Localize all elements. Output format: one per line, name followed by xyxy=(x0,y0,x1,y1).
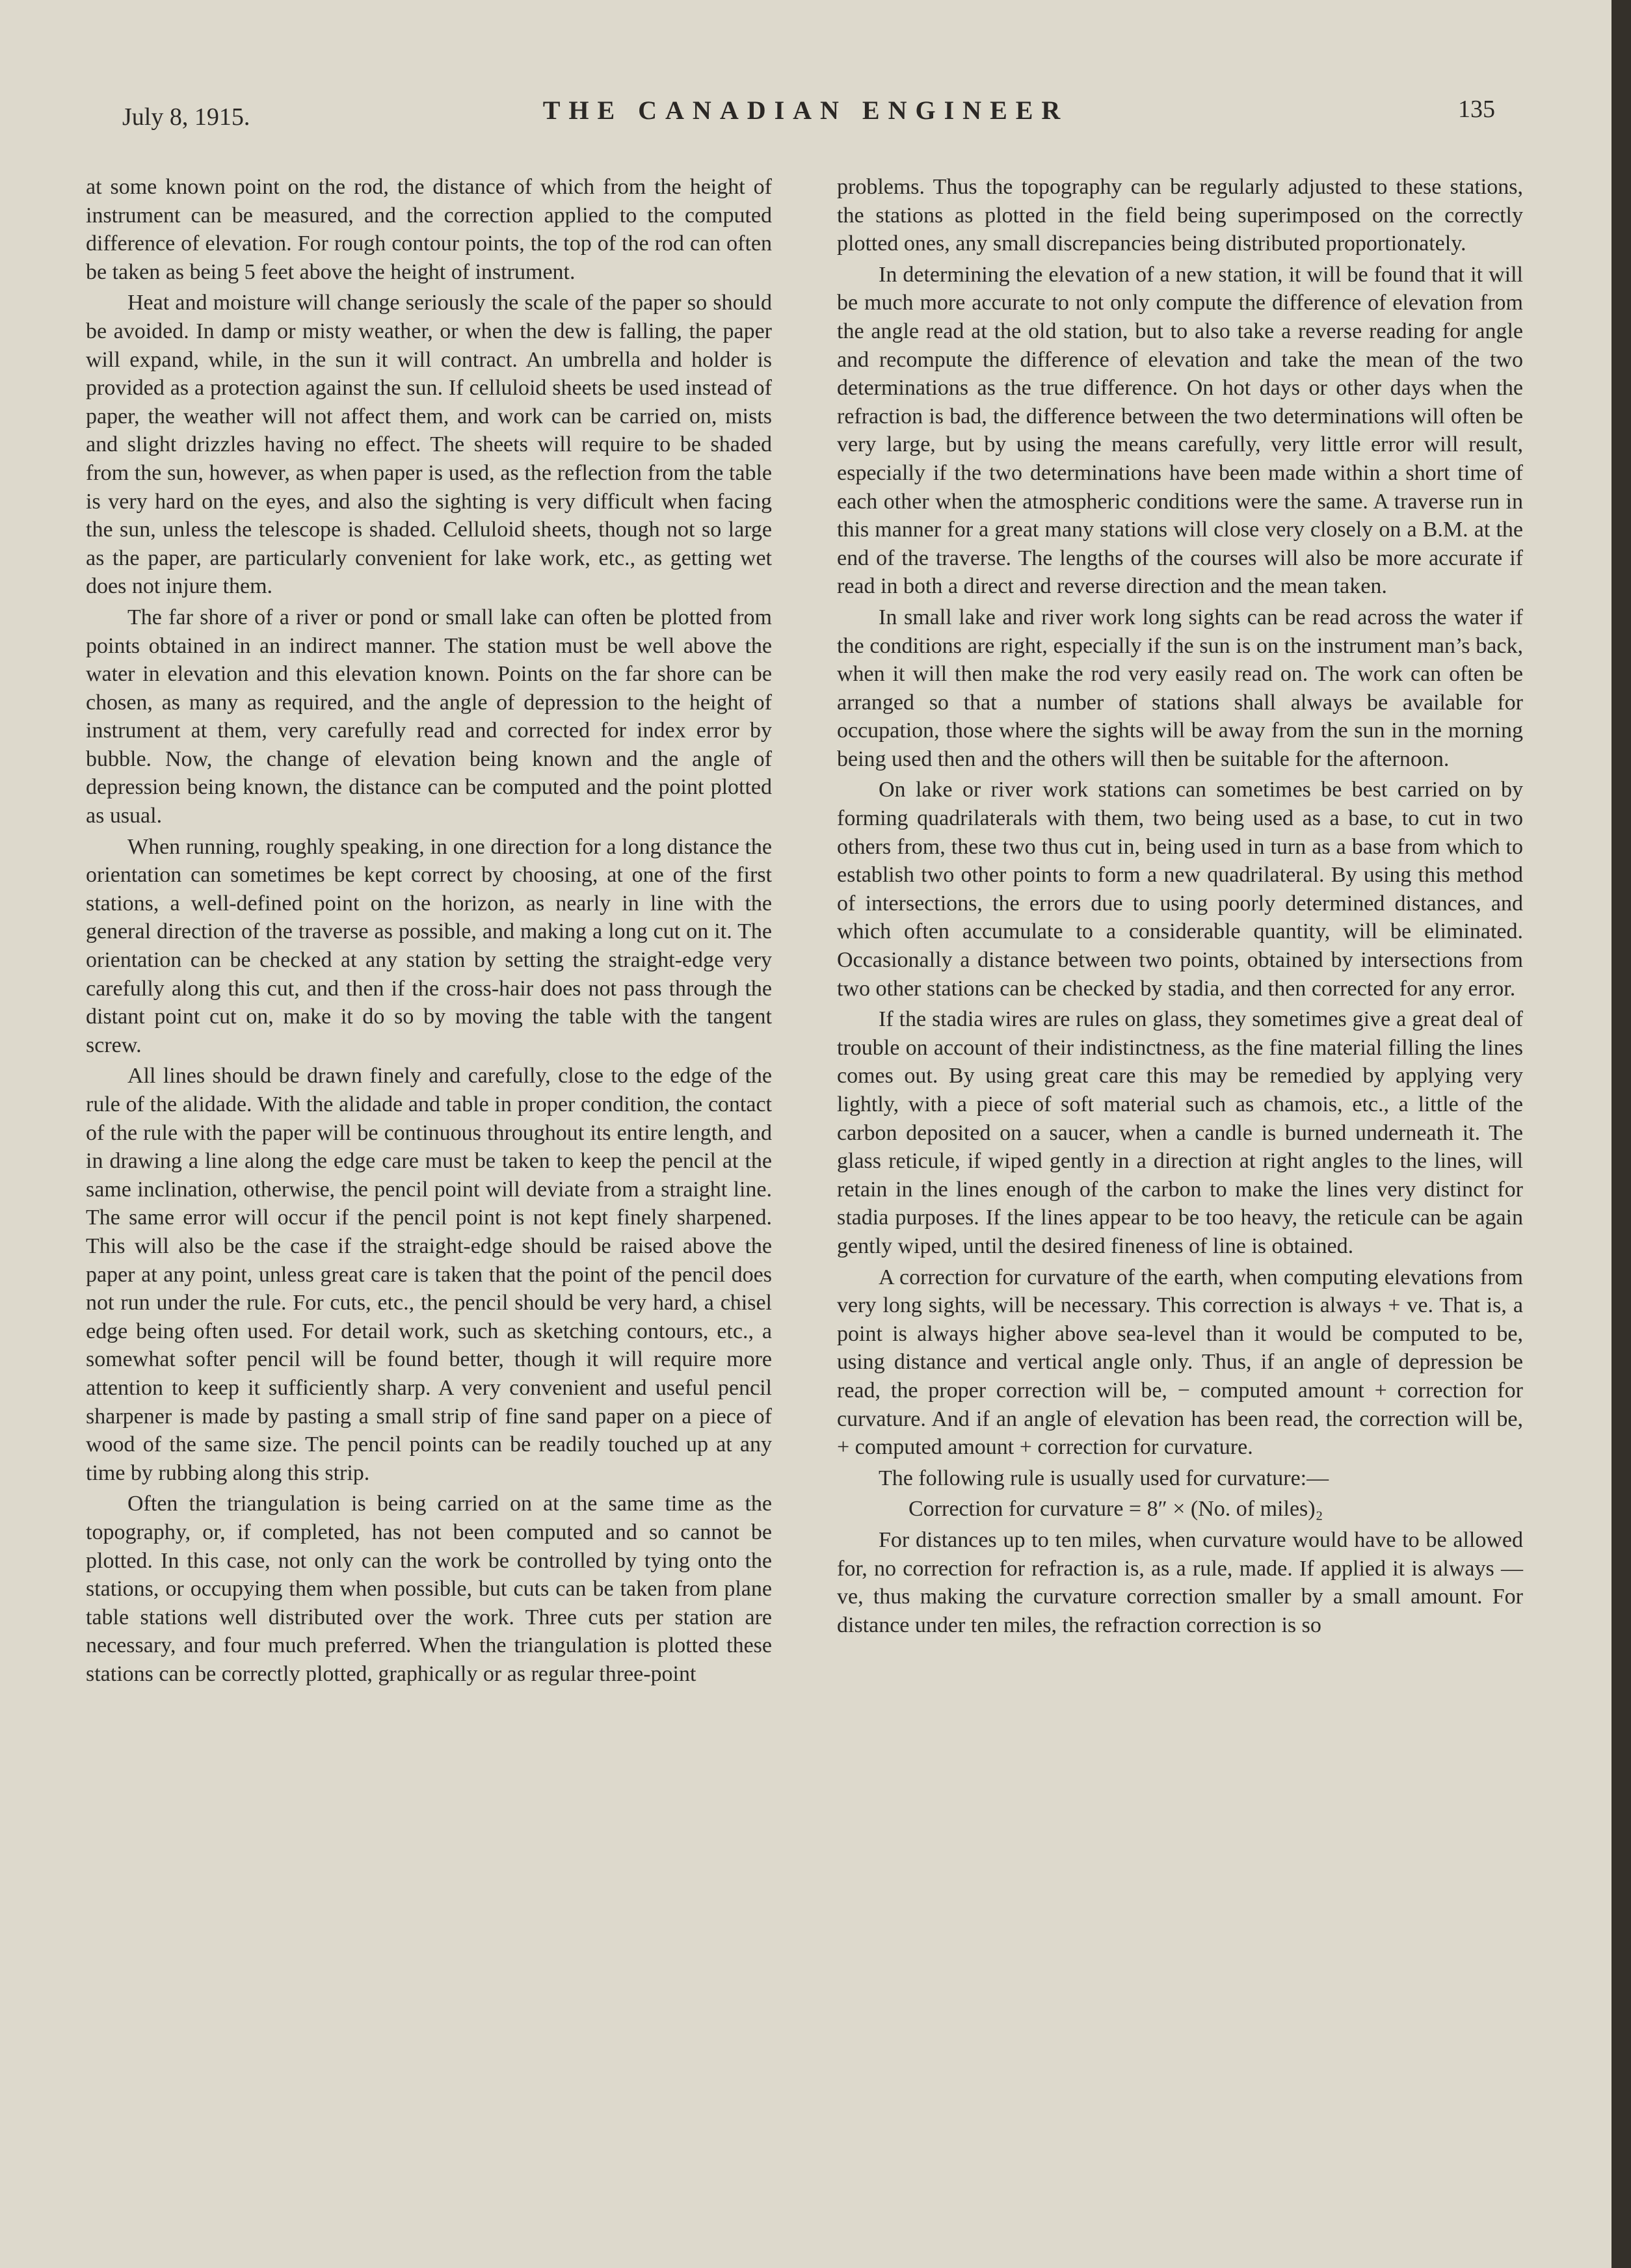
paragraph: A correction for curvature of the earth, when computing elevations from very long sights, will be necessary. This correction is always + ve. That is, a point is always higher above sea-level than it would be computed to be, using distance and vertical angle only. Thus, if an angle of depression be read, the proper correction will be, − computed amount + correction for curvature. And if an angle of elevation has been read, the correction will be, + computed amount + correction for curvature. xyxy=(837,1265,1523,1460)
paragraph: In determining the elevation of a new station, it will be found that it will be much more accurate to not only compute the difference of elevation from the angle read at the old station, but to also take a reverse reading for angle and recompute the difference of elevation and take the mean of the two determinations as the true difference. On hot days or other days when the refraction is bad, the difference between the two determinations will often be very large, but by using the means carefully, very little error will result, especially if the two determinations have been made within a short time of each other when the atmospheric conditions were the same. A traverse run in this manner for a great many stations will close very closely on a B.M. at the end of the traverse. The lengths of the courses will also be more accurate if read in both a direct and reverse direction and the mean taken. xyxy=(837,262,1523,599)
paragraph: The far shore of a river or pond or small lake can often be plotted from points obtained in an indirect manner. The station must be well above the water in elevation and this elevation known. Points on the far shore can be chosen, as many as required, and the angle of depression to the height of instrument at them, very carefully read and corrected for index error by bubble. Now, the change of elevation being known and the angle of depression being known, the distance can be computed and the point plotted as usual. xyxy=(86,605,772,828)
paragraph: All lines should be drawn finely and carefully, close to the edge of the rule of the alidade. With the alidade and table in proper condition, the contact of the rule with the paper will be continuous throughout its entire length, and in drawing a line along the edge care must be taken to keep the pencil at the same inclination, otherwise, the pencil point will deviate from a straight line. The same error will occur if the pencil point is not kept finely sharpened. This will also be the case if the straight-edge should be raised above the paper at any point, unless great care is taken that the point of the pencil does not run under the rule. For cuts, etc., the pencil should be very hard, a chisel edge being often used. For detail work, such as sketching contours, etc., a somewhat softer pencil will be found better, though it will require more attention to keep it sufficiently sharp. A very convenient and useful pencil sharpener is made by pasting a small strip of fine sand paper on a piece of wood of the same size. The pencil points can be readily touched up at any time by rubbing along this strip. xyxy=(86,1064,772,1485)
journal-title: THE CANADIAN ENGINEER xyxy=(542,96,1069,125)
page-header xyxy=(0,91,1611,130)
paragraph: If the stadia wires are rules on glass, they sometimes give a great deal of trouble on account of their indistinctness, as the fine material filling the lines comes out. By using great care this may be remedied by applying very lightly, with a piece of soft material such as chamois, etc., a little of the carbon deposited on a saucer, when a candle is burned underneath it. The glass reticule, if wiped gently in a direction at right angles to the lines, will retain in the lines enough of the carbon to make the lines very distinct for stadia purposes. If the lines appear to be too heavy, the reticule can be again gently wiped, until the desired fineness of line is obtained. xyxy=(837,1007,1523,1258)
paragraph: For distances up to ten miles, when curvature would have to be allowed for, no correction for refraction is, as a rule, made. If applied it is always — ve, thus making the curvature correction smaller by a small amount. For distance under ten miles, the refraction correction is so xyxy=(837,1527,1523,1637)
page-number: 135 xyxy=(1458,96,1495,123)
left-column xyxy=(86,173,772,1691)
paragraph: problems. Thus the topography can be regularly adjusted to these stations, the stations as plotted in the field being superimposed on the correctly plotted ones, any small discrepancies being distributed proportionately. xyxy=(837,175,1523,256)
paragraph: On lake or river work stations can sometimes be best carried on by forming quadrilaterals with them, two being used as a base, to cut in two others from, these two thus cut in, being used in turn as a base from which to establish two other points to form a new quadrilateral. By using this method of intersections, the errors due to using poorly determined distances, and which often accumulate to a considerable quantity, will be eliminated. Occasionally a distance between two points, obtained by intersections from two other stations can be checked by stadia, and then corrected for any error. xyxy=(837,778,1523,1001)
curvature-formula: Correction for curvature = 8″ × (No. of miles)₂ xyxy=(908,1497,1323,1522)
page-edge xyxy=(1611,0,1631,2268)
paragraph: The following rule is usually used for curvature:— xyxy=(879,1466,1329,1490)
paragraph: Heat and moisture will change seriously the scale of the paper so should be avoided. In damp or misty weather, or when the dew is falling, the paper will expand, while, in the sun it will contract. An umbrella and holder is provided as a protection against the sun. If celluloid sheets be used instead of paper, the weather will not affect them, and work can be carried on, mists and slight drizzles having no effect. The sheets will require to be shaded from the sun, however, as when paper is used, as the reflection from the table is very hard on the eyes, and also the sighting is very difficult when facing the sun, unless the telescope is shaded. Celluloid sheets, though not so large as the paper, are particularly convenient for lake work, etc., as getting wet does not injure them. xyxy=(86,291,772,599)
issue-date: July 8, 1915. xyxy=(122,103,250,131)
paragraph: at some known point on the rod, the distance of which from the height of instrument can be measured, and the correction applied to the computed difference of elevation. For rough contour points, the top of the rod can often be taken as being 5 feet above the height of instrument. xyxy=(86,175,772,284)
paragraph: When running, roughly speaking, in one direction for a long distance the orientation can sometimes be kept correct by choosing, at one of the first stations, a well-defined point on the horizon, as nearly in line with the general direction of the traverse as possible, and making a long cut on it. The orientation can be checked at any station by setting the straight-edge very carefully along this cut, and then if the cross-hair does not pass through the distant point cut on, make it do so by moving the table with the tangent screw. xyxy=(86,834,772,1057)
paragraph: Often the triangulation is being carried on at the same time as the topography, or, if completed, has not been computed and so cannot be plotted. In this case, not only can the work be controlled by tying onto the stations, or occupying them when possible, but cuts can be taken from plane table stations well distributed over the work. Three cuts per station are necessary, and four much preferred. When the triangulation is plotted these stations can be correctly plotted, graphically or as regular three-point xyxy=(86,1492,772,1686)
paragraph: In small lake and river work long sights can be read across the water if the conditions are right, especially if the sun is on the instrument man’s back, when it will then make the rod very easily read on. The work can often be arranged so that a number of stations shall always be available for occupation, those where the sights will be away from the sun in the morning being used then and the others will then be suitable for the afternoon. xyxy=(837,605,1523,771)
right-column xyxy=(837,173,1523,1642)
